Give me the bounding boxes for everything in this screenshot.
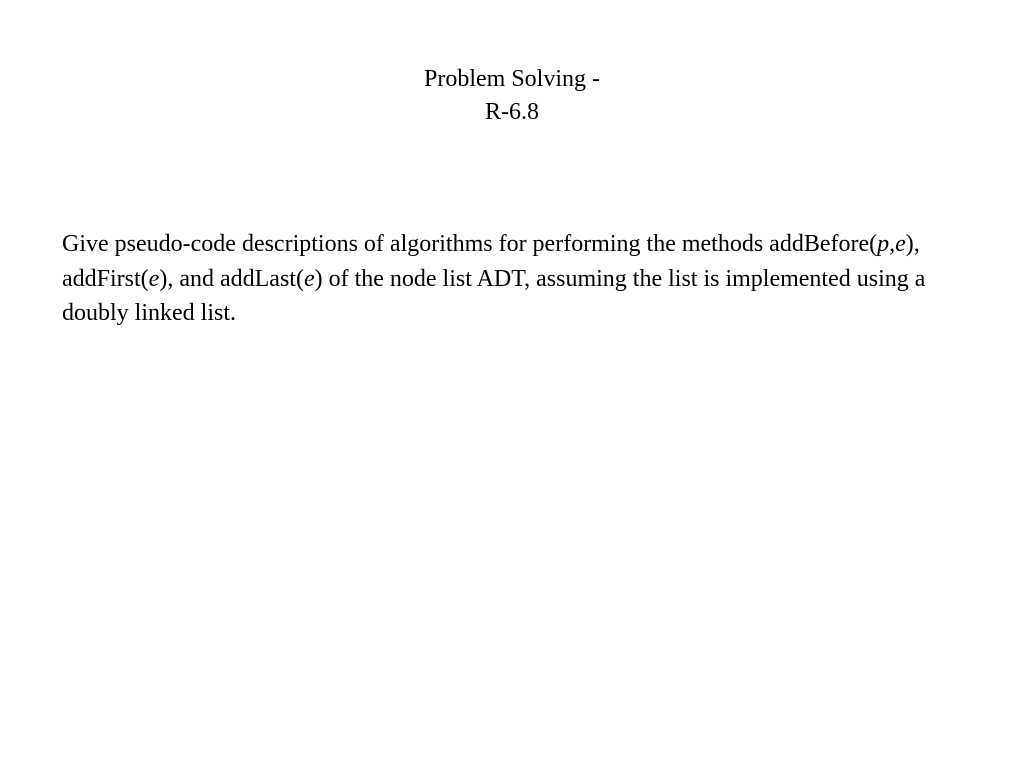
title-line-2: R-6.8: [485, 99, 539, 125]
statement-text-2: ), addFirst(: [62, 231, 920, 292]
problem-statement: [62, 227, 972, 331]
param-e-1: e: [895, 231, 906, 257]
param-e-2: e: [148, 265, 160, 292]
statement-text-1: Give pseudo-code descriptions of algorithms for performing the methods addBefore(: [62, 231, 878, 257]
param-e-3: e: [303, 265, 315, 292]
slide-title: [0, 63, 1024, 129]
statement-text-3: ), and addLast(: [159, 265, 304, 292]
statement-text-4: ) of the node list ADT, assuming the list is implemented using a doubly linked list.: [62, 265, 926, 326]
title-line-1: Problem Solving -: [423, 66, 600, 92]
param-comma: ,: [889, 231, 896, 257]
param-p: p: [877, 231, 890, 257]
